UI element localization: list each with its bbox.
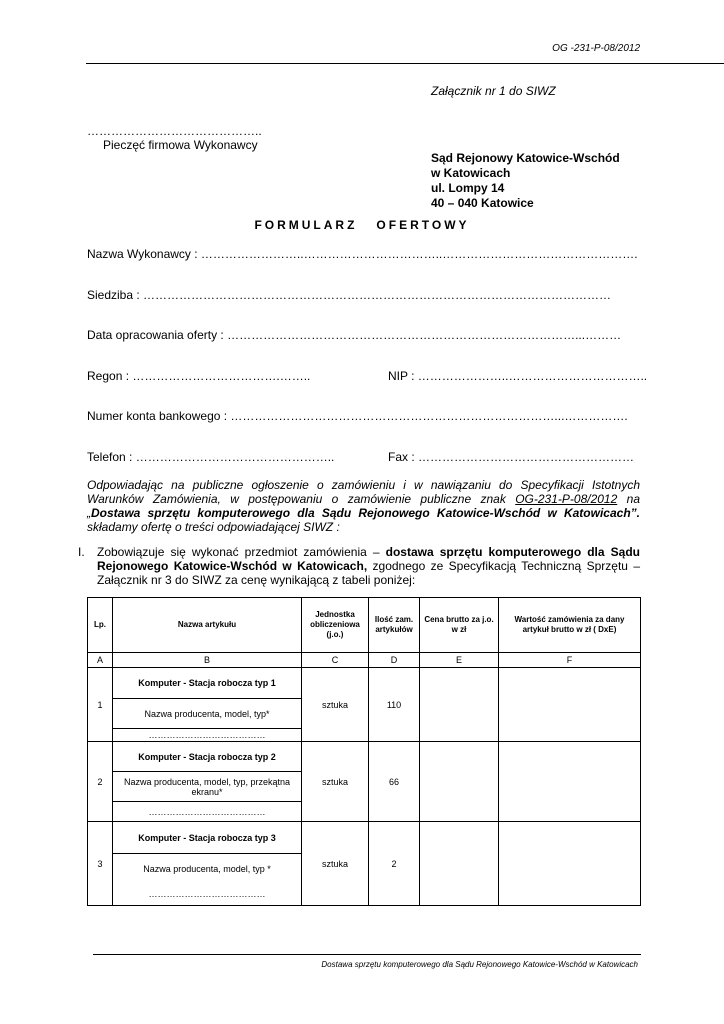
row3-price-input[interactable] — [420, 822, 499, 906]
addressee-line-3: ul. Lompy 14 — [431, 181, 505, 195]
row1-unit: sztuka — [302, 668, 369, 742]
letter-e: E — [420, 653, 499, 668]
contractor-name-field: Nazwa Wykonawcy : ……………………..……………………………..…………………………………………. — [87, 247, 638, 261]
header-price: Cena brutto za j.o. w zł — [420, 598, 499, 653]
stamp-dots: …………………………………….. — [87, 124, 262, 138]
reference-number: OG -231-P-08/2012 — [552, 43, 640, 54]
regon-field: Regon : ……………………………….…….. — [87, 369, 311, 383]
intro-reference: OG-231-P-08/2012 — [515, 492, 618, 506]
row1-qty: 110 — [369, 668, 420, 742]
row3-dots[interactable]: ………………………………… — [113, 884, 302, 906]
clause-text-2: zgodnego ze Specyfikacją Techniczną Sprzętu – Załącznik nr 3 do SIWZ za cenę wynikającą z tabeli poniżej: — [97, 559, 641, 587]
letter-b: B — [113, 653, 302, 668]
header-value: Wartość zamówienia za dany artykuł brutto w zł ( DxE) — [499, 598, 641, 653]
stamp-label: Pieczęć firmowa Wykonawcy — [103, 138, 258, 152]
table-row — [88, 742, 641, 772]
header-lp: Lp. — [88, 598, 113, 653]
row1-value-input[interactable] — [499, 668, 641, 742]
intro-text-1: Odpowiadając na publiczne ogłoszenie o zamówieniu i w nawiązaniu do Specyfikacji Istotnych Warunków Zamówienia, w postępowaniu o zamówienie publiczne znak — [87, 478, 640, 506]
row2-dots[interactable]: ………………………………… — [113, 802, 302, 822]
row2-price-input[interactable] — [420, 742, 499, 822]
table-row — [88, 668, 641, 699]
letter-c: C — [302, 653, 369, 668]
row3-unit: sztuka — [302, 822, 369, 906]
addressee-line-1: Sąd Rejonowy Katowice-Wschód — [431, 151, 620, 165]
form-title: FORMULARZ OFERTOWY — [254, 218, 470, 232]
clause-text — [97, 545, 640, 587]
offer-table — [87, 597, 641, 906]
addressee-block — [431, 151, 620, 211]
clause-text-1: Zobowiązuje się wykonać przedmiot zamówienia – — [97, 545, 386, 559]
table-row — [88, 822, 641, 854]
intro-text-3: składamy ofertę o treści odpowiadającej SIWZ : — [87, 520, 340, 534]
row3-lp: 3 — [88, 822, 113, 906]
letter-a: A — [88, 653, 113, 668]
offer-date-field: Data opracowania oferty : ……………………………………………………………………………...……… — [87, 328, 622, 342]
row1-price-input[interactable] — [420, 668, 499, 742]
row2-desc: Nazwa producenta, model, typ, przekątna ekranu* — [113, 772, 302, 802]
seat-field: Siedziba : ……………………………………………………………………………………………………… — [87, 288, 612, 302]
clause-subject: dostawa sprzętu komputerowego dla Sądu Rejonowego Katowice-Wschód w Katowicach, — [97, 545, 640, 573]
nip-field: NIP : …………………..…………………………….. — [388, 369, 648, 383]
row1-lp: 1 — [88, 668, 113, 742]
row2-unit: sztuka — [302, 742, 369, 822]
header-unit: Jednostka obliczeniowa (j.o.) — [302, 598, 369, 653]
addressee-line-2: w Katowicach — [431, 166, 511, 180]
clause-one — [78, 545, 640, 587]
row3-desc: Nazwa producenta, model, typ * — [113, 854, 302, 884]
addressee-line-4: 40 – 040 Katowice — [431, 196, 534, 210]
phone-field: Telefon : ………………………………………….. — [87, 450, 335, 464]
attachment-label: Załącznik nr 1 do SIWZ — [431, 84, 556, 98]
intro-paragraph — [87, 478, 640, 534]
row2-qty: 66 — [369, 742, 420, 822]
row2-value-input[interactable] — [499, 742, 641, 822]
intro-subject: Dostawa sprzętu komputerowego dla Sądu Rejonowego Katowice-Wschód w Katowicach”. — [91, 506, 640, 520]
table-header-row — [88, 598, 641, 653]
letter-f: F — [499, 653, 641, 668]
header-divider — [86, 63, 724, 64]
clause-number: I. — [78, 545, 85, 559]
table-letter-row — [88, 653, 641, 668]
row2-title: Komputer - Stacja robocza typ 2 — [113, 742, 302, 772]
fax-field: Fax : ……………………………………………… — [388, 450, 635, 464]
footer-text: Dostawa sprzętu komputerowego dla Sądu Rejonowego Katowice-Wschód w Katowicach — [321, 960, 638, 969]
header-qty: Ilość zam. artykułów — [369, 598, 420, 653]
bank-account-field: Numer konta bankowego : ………………………………………………………………………...……………. — [87, 409, 628, 423]
intro-text-2: na „ — [87, 492, 640, 520]
header-name: Nazwa artykułu — [113, 598, 302, 653]
row1-dots[interactable]: ………………………………… — [113, 729, 302, 742]
row1-title: Komputer - Stacja robocza typ 1 — [113, 668, 302, 699]
row1-desc: Nazwa producenta, model, typ* — [113, 699, 302, 729]
row3-qty: 2 — [369, 822, 420, 906]
row3-title: Komputer - Stacja robocza typ 3 — [113, 822, 302, 854]
row3-value-input[interactable] — [499, 822, 641, 906]
footer-divider — [93, 954, 641, 955]
row2-lp: 2 — [88, 742, 113, 822]
letter-d: D — [369, 653, 420, 668]
